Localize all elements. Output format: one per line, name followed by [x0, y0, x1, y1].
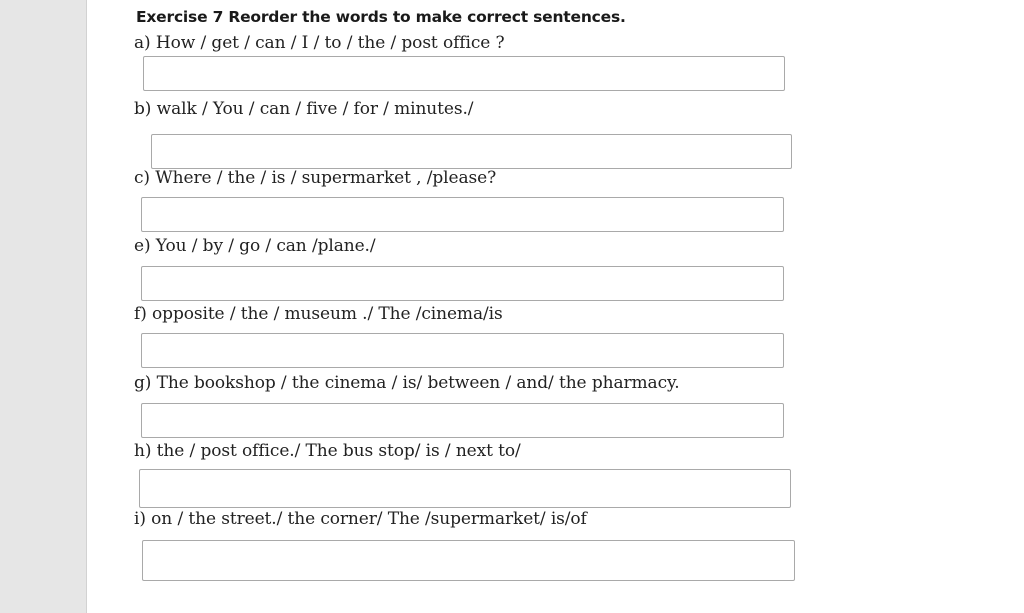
- exercise-title: Exercise 7 Reorder the words to make correct sentences.: [136, 8, 626, 26]
- answer-field-h[interactable]: [139, 469, 791, 508]
- prompt-a: a) How / get / can / I / to / the / post office ?: [134, 33, 505, 53]
- answer-field-g[interactable]: [141, 403, 784, 438]
- prompt-c: c) Where / the / is / supermarket , /please?: [134, 168, 497, 188]
- answer-field-c[interactable]: [141, 197, 784, 232]
- answer-field-a[interactable]: [143, 56, 785, 91]
- answer-field-e[interactable]: [141, 266, 784, 301]
- prompt-e: e) You / by / go / can /plane./: [134, 236, 376, 256]
- worksheet-page: [86, 0, 1024, 613]
- prompt-h: h) the / post office./ The bus stop/ is / next to/: [134, 441, 521, 461]
- answer-field-i[interactable]: [142, 540, 795, 581]
- answer-field-f[interactable]: [141, 333, 784, 368]
- prompt-b: b) walk / You / can / five / for / minutes./: [134, 99, 474, 119]
- prompt-g: g) The bookshop / the cinema / is/ between / and/ the pharmacy.: [134, 373, 680, 393]
- prompt-f: f) opposite / the / museum ./ The /cinema/is: [134, 304, 503, 324]
- answer-field-b[interactable]: [151, 134, 792, 169]
- prompt-i: i) on / the street./ the corner/ The /supermarket/ is/of: [134, 509, 587, 529]
